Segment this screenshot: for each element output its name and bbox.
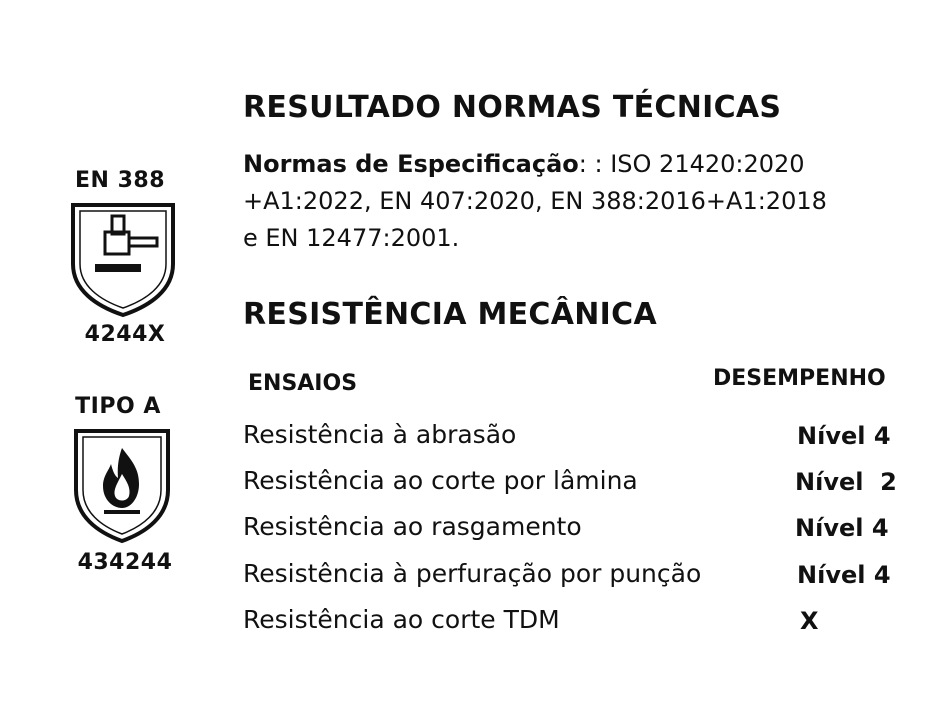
mechanical-heading: RESISTÊNCIA MECÂNICA xyxy=(243,297,657,332)
hammer-shield-icon xyxy=(70,202,176,318)
table-row-label: Resistência à abrasão xyxy=(243,420,517,449)
flame-shield-icon xyxy=(73,428,171,544)
tests-column-header: ENSAIOS xyxy=(248,371,358,396)
spec-line3: e EN 12477:2001. xyxy=(243,224,460,252)
table-row-level: Nível 2 xyxy=(795,468,897,496)
spec-line2: +A1:2022, EN 407:2020, EN 388:2016+A1:2018 xyxy=(243,187,827,215)
table-row-level: Nível 4 xyxy=(795,514,889,542)
table-row-level: Nível 4 xyxy=(797,422,891,450)
spec-line1: : : ISO 21420:2020 xyxy=(578,150,805,178)
table-row-level: Nível 4 xyxy=(797,561,891,589)
specification-text xyxy=(243,146,883,257)
en388-code: 4244X xyxy=(84,322,166,347)
table-row-label: Resistência ao corte por lâmina xyxy=(243,466,638,495)
standards-heading: RESULTADO NORMAS TÉCNICAS xyxy=(243,90,782,125)
en388-label: EN 388 xyxy=(74,168,166,193)
spec-label: Normas de Especificação xyxy=(243,150,579,178)
performance-column-header: DESEMPENHO xyxy=(713,366,886,391)
tipo-a-code: 434244 xyxy=(77,550,173,575)
table-row-label: Resistência à perfuração por punção xyxy=(243,559,702,588)
table-row-label: Resistência ao rasgamento xyxy=(243,512,582,541)
table-row-label: Resistência ao corte TDM xyxy=(243,605,560,634)
tipo-a-label: TIPO A xyxy=(75,394,161,419)
table-row-level: X xyxy=(800,607,819,635)
